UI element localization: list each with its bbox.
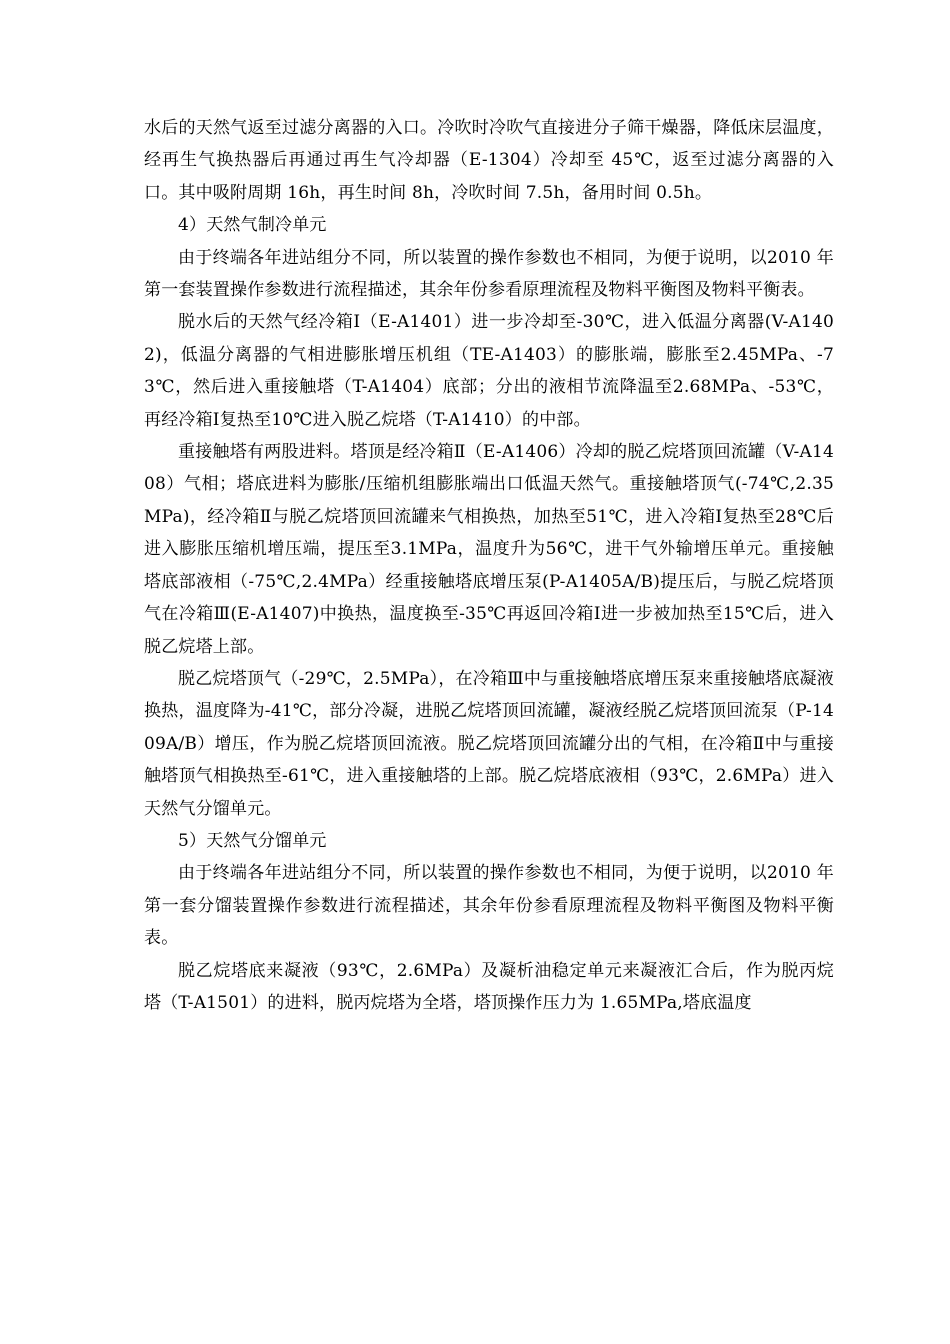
paragraph-refrigeration-intro: 由于终端各年进站组分不同，所以装置的操作参数也不相同，为便于说明，以2010 年第一套装置操作参数进行流程描述，其余年份参看原理流程及物料平衡图及物料平衡表。 [144,247,834,301]
section-heading-fractionation: 5）天然气分馏单元 [178,830,327,851]
paragraph-deethanizer-overhead: 脱乙烷塔顶气（-29℃，2.5MPa），在冷箱Ⅲ中与重接触塔底增压泵来重接触塔底凝液换热，温度降为-41℃，部分冷凝，进脱乙烷塔顶回流罐，凝液经脱乙烷塔顶回流泵（P-1409A/B）增压，作为脱乙烷塔顶回流液。脱乙烷塔顶回流罐分出的气相，在冷箱Ⅱ中与重接触塔顶气相换热至-61℃，进入重接触塔的上部。脱乙烷塔底液相（93℃，2.6MPa）进入天然气分馏单元。 [144,668,834,819]
document-body [144,112,834,1019]
paragraph-regeneration-continued: 水后的天然气返至过滤分离器的入口。冷吹时冷吹气直接进分子筛干燥器，降低床层温度，经再生气换热器后再通过再生气冷却器（E-1304）冷却至 45℃，返至过滤分离器的入口。其中吸附周期 16h，再生时间 8h，冷吹时间 7.5h，备用时间 0.5h。 [144,118,834,203]
paragraph-fractionation-intro: 由于终端各年进站组分不同，所以装置的操作参数也不相同，为便于说明，以2010 年第一套分馏装置操作参数进行流程描述，其余年份参看原理流程及物料平衡图及物料平衡表。 [144,863,834,949]
paragraph-recontact-tower: 重接触塔有两股进料。塔顶是经冷箱Ⅱ（E-A1406）冷却的脱乙烷塔顶回流罐（V-A1408）气相；塔底进料为膨胀/压缩机组膨胀端出口低温天然气。重接触塔顶气(-74℃,2.35MPa)，经冷箱Ⅱ与脱乙烷塔顶回流罐来气相换热，加热至51℃，进入冷箱Ⅰ复热至28℃后进入膨胀压缩机增压端，提压至3.1MPa，温度升为56℃，进干气外输增压单元。重接触塔底部液相（-75℃,2.4MPa）经重接触塔底增压泵(P-A1405A/B)提压后，与脱乙烷塔顶气在冷箱Ⅲ(E-A1407)中换热，温度换至-35℃再返回冷箱Ⅰ进一步被加热至15℃后，进入脱乙烷塔上部。 [144,442,834,657]
paragraph-cold-box-one: 脱水后的天然气经冷箱Ⅰ（E-A1401）进一步冷却至-30℃，进入低温分离器(V-A1402)，低温分离器的气相进膨胀增压机组（TE-A1403）的膨胀端，膨胀至2.45MPa、-73℃，然后进入重接触塔（T-A1404）底部；分出的液相节流降温至2.68MPa、-53℃，再经冷箱Ⅰ复热至10℃进入脱乙烷塔（T-A1410）的中部。 [144,312,834,430]
section-heading-refrigeration: 4）天然气制冷单元 [178,215,327,236]
paragraph-depropanizer-feed: 脱乙烷塔底来凝液（93℃，2.6MPa）及凝析油稳定单元来凝液汇合后，作为脱丙烷塔（T-A1501）的进料，脱丙烷塔为全塔，塔顶操作压力为 1.65MPa,塔底温度 [144,960,834,1013]
